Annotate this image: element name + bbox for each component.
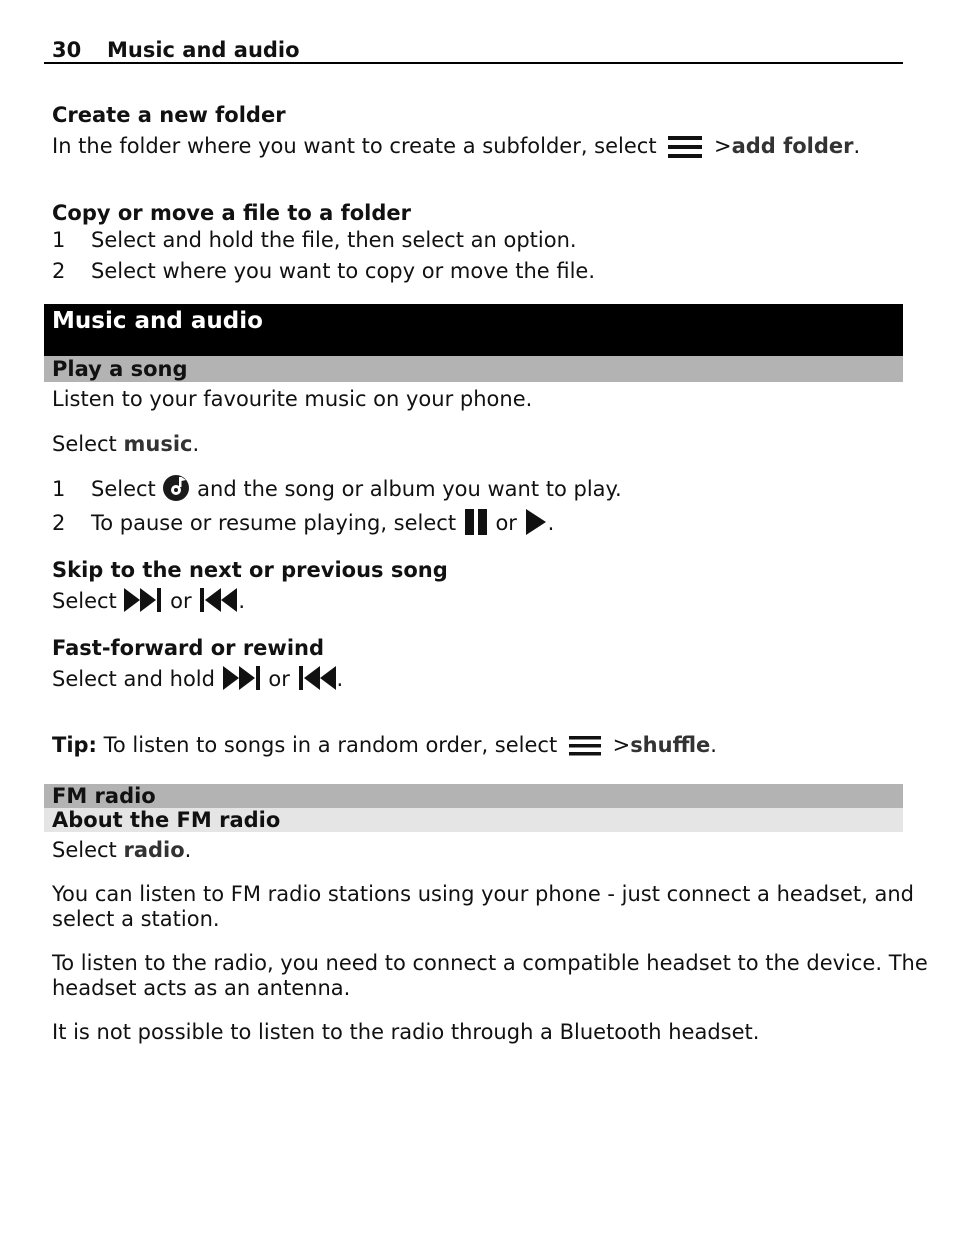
play-song-heading: Play a song <box>52 357 188 381</box>
skip-or: or <box>170 589 192 613</box>
play-step-2-or: or <box>495 511 517 535</box>
play-song-band <box>44 356 903 382</box>
play-step-1-after: and the song or album you want to play. <box>197 477 622 501</box>
create-folder-text-before: In the folder where you want to create a subfolder, select <box>52 134 657 158</box>
skip-back-icon <box>198 586 238 614</box>
page-number: 30 <box>52 38 82 62</box>
play-song-select-end: . <box>192 432 200 456</box>
play-step-1-before: Select <box>91 477 156 501</box>
skip-forward-icon <box>222 664 262 692</box>
tip-end: . <box>710 733 717 757</box>
section-banner-title: Music and audio <box>52 308 263 334</box>
play-song-select-prefix: Select <box>52 432 117 456</box>
copy-step-2-num: 2 <box>52 259 66 283</box>
play-step-2-end: . <box>547 511 555 535</box>
fm-select-end: . <box>184 838 192 862</box>
fm-para1-line2: select a station. <box>52 907 220 931</box>
copy-move-heading: Copy or move a file to a folder <box>52 201 411 225</box>
music-disc-icon <box>162 474 190 502</box>
create-folder-text <box>52 133 860 161</box>
skip-forward-icon <box>123 586 163 614</box>
copy-step-1-num: 1 <box>52 228 66 252</box>
skip-before: Select <box>52 589 117 613</box>
fastforward-text <box>52 667 343 692</box>
running-header-title: Music and audio <box>107 38 300 62</box>
fm-para3: It is not possible to listen to the radio through a Bluetooth headset. <box>52 1020 760 1044</box>
menu-icon <box>568 733 602 759</box>
menu-icon <box>667 133 703 161</box>
shuffle-keyword: shuffle <box>630 733 711 757</box>
play-song-select-line <box>52 432 199 456</box>
play-song-intro: Listen to your favourite music on your phone. <box>52 387 533 411</box>
tip-text: To listen to songs in a random order, select <box>103 733 558 757</box>
create-folder-heading: Create a new folder <box>52 103 286 127</box>
copy-step-2-text: Select where you want to copy or move the file. <box>91 259 596 283</box>
pause-icon <box>463 508 489 536</box>
copy-step-1-text: Select and hold the file, then select an option. <box>91 228 577 252</box>
header-rule <box>44 62 903 64</box>
play-icon <box>524 508 548 536</box>
fastforward-or: or <box>268 667 290 691</box>
fastforward-before: Select and hold <box>52 667 215 691</box>
tip-gt: > <box>612 733 631 757</box>
play-step-2-num: 2 <box>52 511 66 535</box>
fm-radio-heading: FM radio <box>52 784 156 808</box>
fm-select-line <box>52 838 191 862</box>
radio-keyword: radio <box>123 838 185 862</box>
create-folder-end: . <box>853 134 861 158</box>
skip-text <box>52 589 245 614</box>
fastforward-end: . <box>336 667 344 691</box>
play-step-1-text <box>91 477 622 502</box>
fm-para2-line2: headset acts as an antenna. <box>52 976 351 1000</box>
add-folder-keyword: add folder <box>731 134 854 158</box>
skip-end: . <box>238 589 246 613</box>
about-fm-heading: About the FM radio <box>52 808 281 832</box>
tip-label: Tip: <box>52 733 97 757</box>
create-folder-gt: > <box>713 134 732 158</box>
play-step-2-text <box>91 511 554 536</box>
skip-back-icon <box>297 664 337 692</box>
skip-heading: Skip to the next or previous song <box>52 558 448 582</box>
fastforward-heading: Fast-forward or rewind <box>52 636 325 660</box>
fm-para2-line1: To listen to the radio, you need to connect a compatible headset to the device. The <box>52 951 928 975</box>
music-keyword: music <box>123 432 193 456</box>
fm-radio-band <box>44 784 903 808</box>
fm-para1-line1: You can listen to FM radio stations using your phone - just connect a headset, and <box>52 882 914 906</box>
fm-select-prefix: Select <box>52 838 117 862</box>
section-banner <box>44 304 903 356</box>
tip-line <box>52 733 717 759</box>
play-step-1-num: 1 <box>52 477 66 501</box>
play-step-2-before: To pause or resume playing, select <box>91 511 457 535</box>
about-fm-band <box>44 808 903 832</box>
